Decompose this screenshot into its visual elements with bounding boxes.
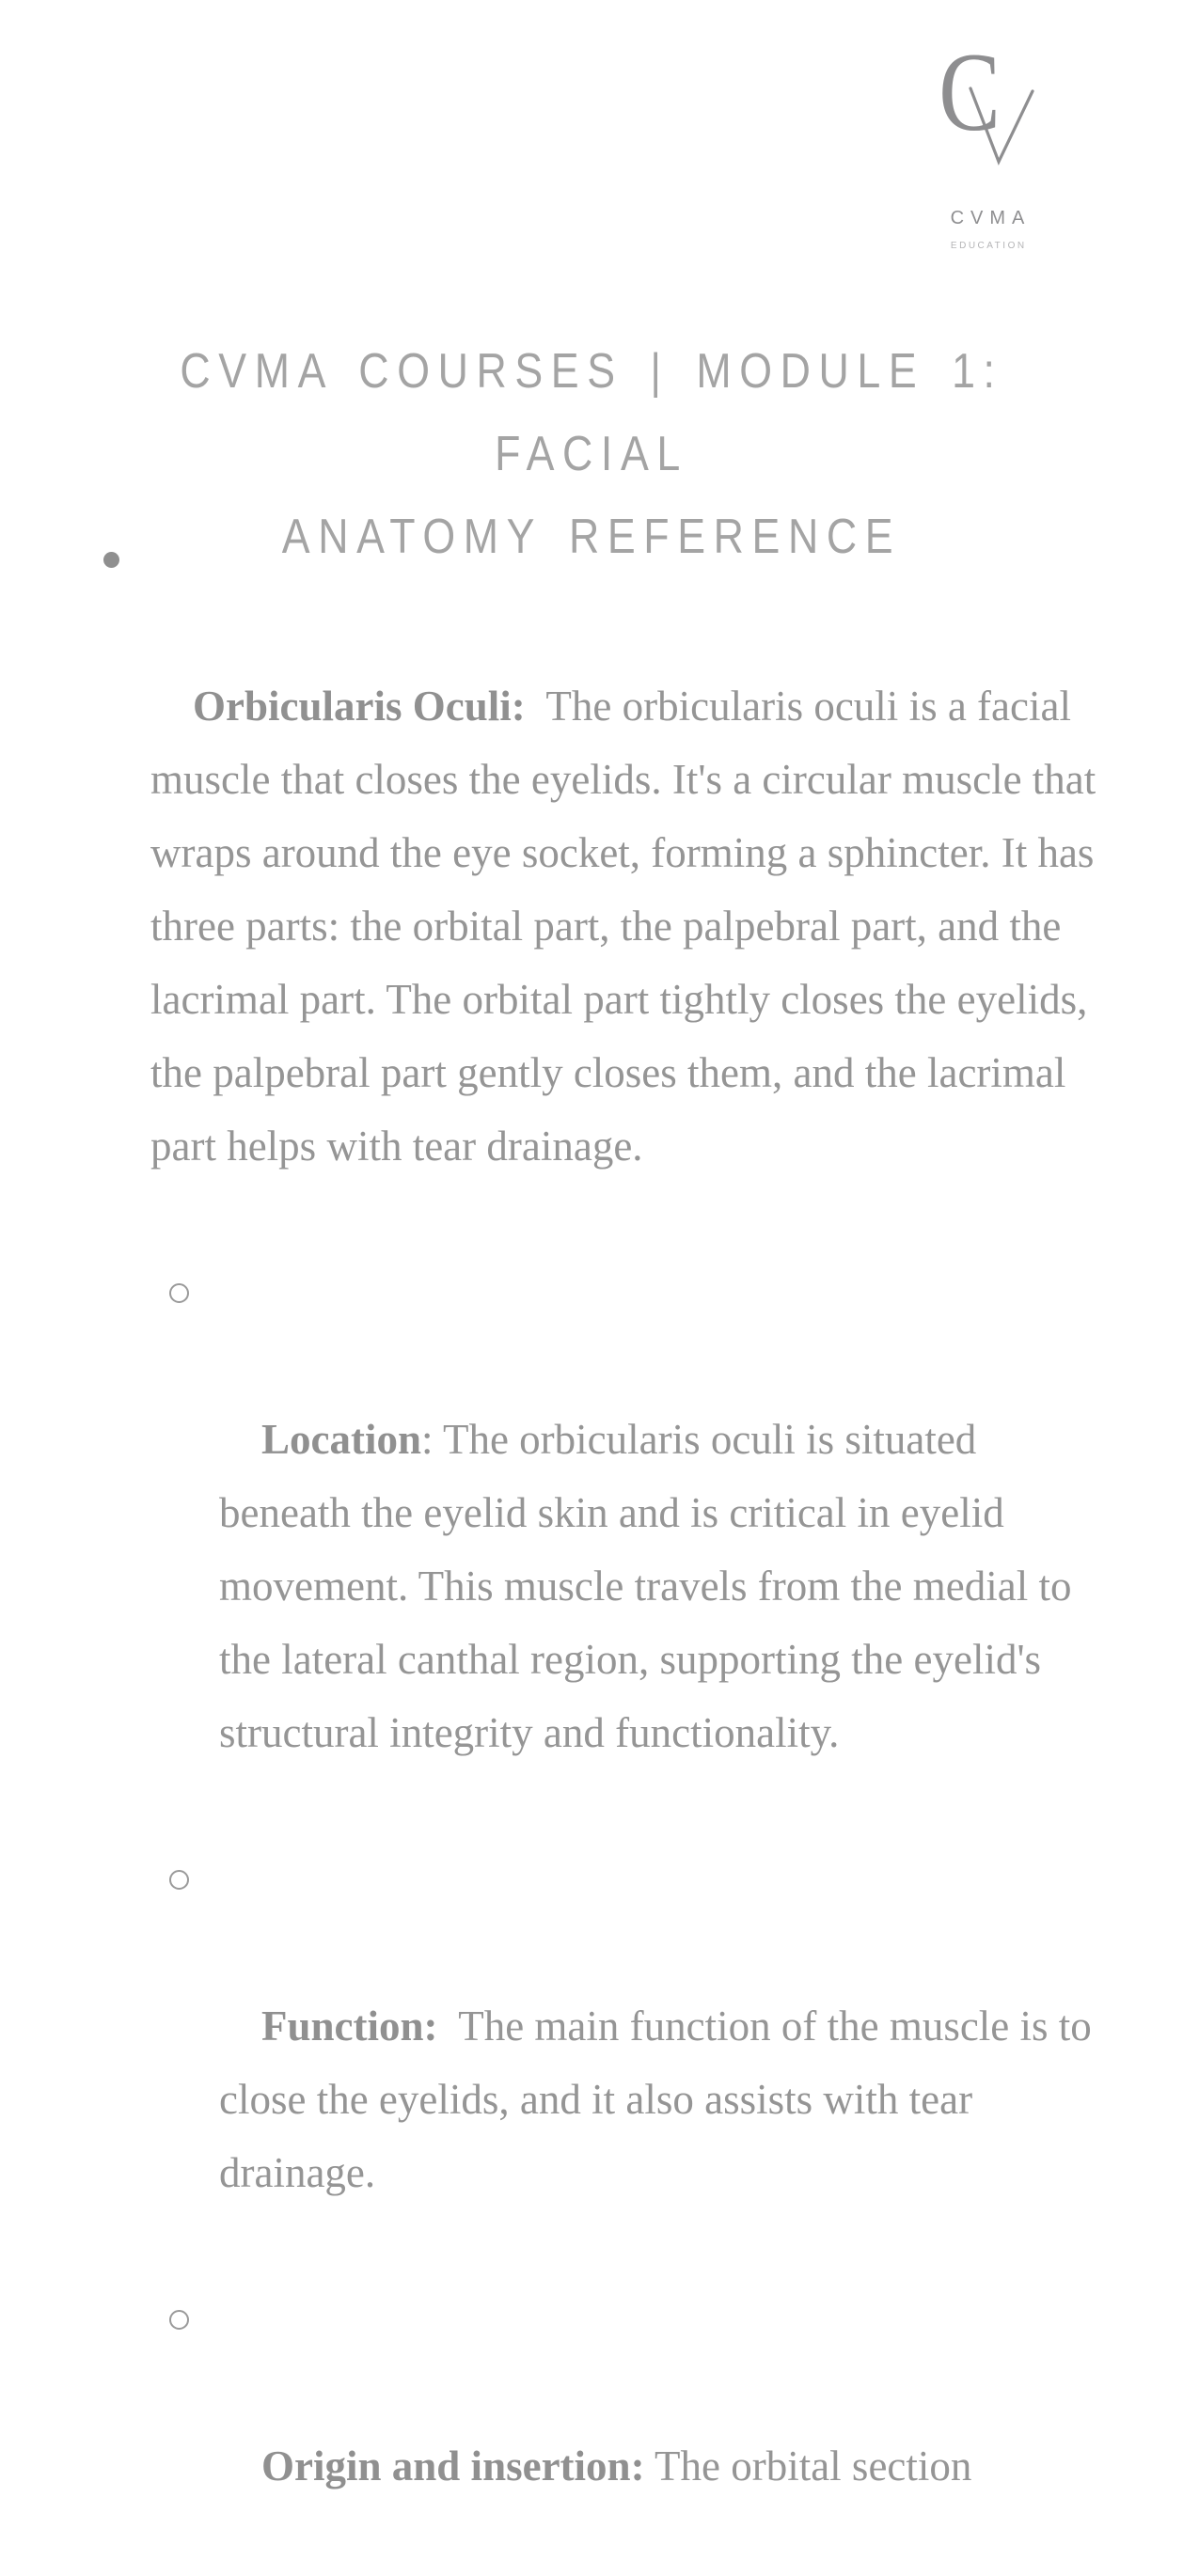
svg-text:C: C bbox=[939, 41, 1001, 155]
list-item-lead: Location bbox=[261, 1416, 422, 1463]
list-item-text: The main function of the muscle is to close the eyelids, and it also assists with tear drainage. bbox=[219, 2003, 1103, 2196]
cv-monogram-icon bbox=[936, 41, 1039, 168]
page-title-line1: CVMA COURSES | MODULE 1: FACIAL bbox=[180, 344, 1003, 481]
list-item-location bbox=[0, 1256, 1183, 1843]
anatomy-reference-list bbox=[0, 523, 1183, 2576]
cvma-logo bbox=[924, 41, 1050, 251]
list-item-origin-and-insertion bbox=[0, 2283, 1183, 2576]
logo-tagline: EDUCATION bbox=[950, 241, 1027, 251]
list-item-text: The orbicularis oculi is a facial muscle that closes the eyelids. It's a circular muscle that wraps around the eye socket, forming a sphincter. It has three parts: the orbital part, the palpebral part, and the lacrimal part. The orbital part tightly closes the eyelids, the palpebral part gently closes them, and the lacrimal part helps with tear drainage. bbox=[150, 683, 1107, 1170]
list-item-text: The orbital section bbox=[644, 2442, 972, 2490]
list-item-lead: Origin and insertion: bbox=[261, 2442, 645, 2490]
list-item-orbicularis-oculi bbox=[0, 523, 1183, 1256]
hollow-circle-bullet-icon bbox=[169, 2310, 189, 2330]
list-item-lead: Orbicularis Oculi: bbox=[193, 683, 526, 730]
hollow-circle-bullet-icon bbox=[169, 1283, 189, 1303]
filled-bullet-icon bbox=[103, 552, 119, 568]
list-item-function bbox=[0, 1843, 1183, 2283]
list-item-text: : The orbicularis oculi is situated beneath the eyelid skin and is critical in eyelid movement. This muscle travels from the medial to the lateral canthal region, supporting the eyelid's structural integrity and functionality. bbox=[219, 1416, 1082, 1756]
logo-name: CVMA bbox=[950, 208, 1032, 228]
hollow-circle-bullet-icon bbox=[169, 1870, 189, 1890]
list-item-lead: Function: bbox=[261, 2003, 438, 2050]
page-title-line2: ANATOMY REFERENCE bbox=[281, 510, 902, 564]
